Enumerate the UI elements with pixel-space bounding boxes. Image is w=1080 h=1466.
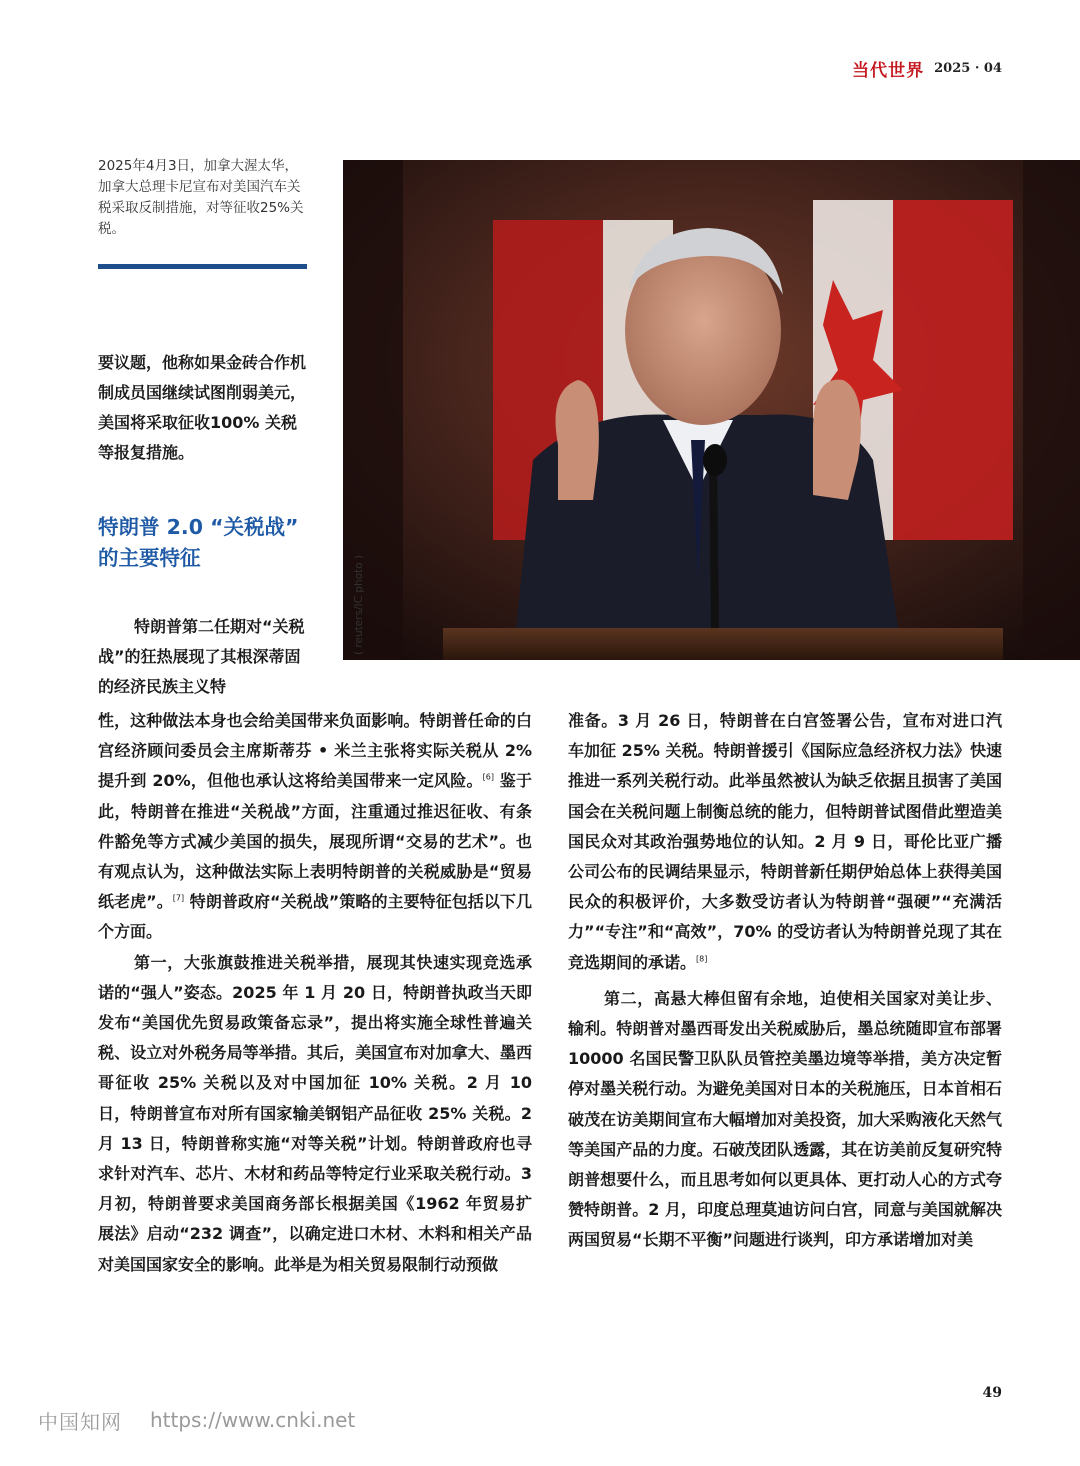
- right-column: [568, 706, 1002, 1256]
- photo-caption: 2025年4月3日，加拿大渥太华，加拿大总理卡尼宣布对美国汽车关税采取反制措施，对等征收25%关税。: [98, 158, 304, 237]
- photo-illustration: [343, 160, 1080, 660]
- running-header: [852, 56, 1002, 81]
- issue-label: 2025 · 04: [934, 61, 1002, 76]
- section-heading: [98, 512, 318, 574]
- footnote-ref-6[interactable]: [6]: [482, 773, 494, 783]
- watermark-url[interactable]: https://www.cnki.net: [150, 1408, 356, 1432]
- left-column: [98, 706, 532, 1280]
- left-paragraph-1: 性，这种做法本身也会给美国带来负面影响。特朗普任命的白宫经济顾问委员会主席斯蒂芬 • 米兰主张将实际关税从 2% 提升到 20%，但他也承认这将给美国带来一定风险。[6] 鉴于此，特朗普在推进“关税战”方面，注重通过推迟征收、有条件豁免等方式减少美国的损失，展现所谓“交易的艺术”。也有观点认为，这种做法实际上表明特朗普的关税威胁是“贸易纸老虎”。[7] 特朗普政府“关税战”策略的主要特征包括以下几个方面。: [98, 711, 532, 942]
- heading-line-1: 特朗普 2.0 “关税战”: [98, 515, 299, 539]
- photo-credit: ( reuters/IC photo ): [353, 554, 365, 655]
- footnote-ref-7[interactable]: [7]: [172, 893, 185, 903]
- magazine-logo: 当代世界: [852, 61, 925, 81]
- watermark-cnki: 中国知网: [38, 1410, 122, 1434]
- heading-line-2: 的主要特征: [98, 546, 201, 570]
- caption-rule: [98, 264, 307, 269]
- left-paragraph-2: 第一，大张旗鼓推进关税举措，展现其快速实现竞选承诺的“强人”姿态。2025 年 1 月 20 日，特朗普执政当天即发布“美国优先贸易政策备忘录”，提出将实施全球性普遍关税、设立对外税务局等举措。其后，美国宣布对加拿大、墨西哥征收 25% 关税以及对中国加征 10% 关税。2 月 10 日，特朗普宣布对所有国家输美钢铝产品征收 25% 关税。2 月 13 日，特朗普称实施“对等关税”计划。特朗普政府也寻求针对汽车、芯片、木材和药品等特定行业采取关税行动。3 月初，特朗普要求美国商务部长根据美国《1962 年贸易扩展法》启动“232 调查”，以确定进口木材、木料和相关产品对美国国家安全的影响。此举是为相关贸易限制行动预做: [98, 952, 532, 1274]
- right-paragraph-2: 第二，高悬大棒但留有余地，迫使相关国家对美让步、输利。特朗普对墨西哥发出关税威胁后，墨总统随即宣布部署 10000 名国民警卫队队员管控美墨边境等举措，美方决定暂停对墨关税行动。为避免美国对日本的关税施压，日本首相石破茂在访美期间宣布大幅增加对美投资，加大采购液化天然气等美国产品的力度。石破茂团队透露，其在访美前反复研究特朗普想要什么，而且思考如何以更具体、更打动人心的方式夸赞特朗普。2 月，印度总理莫迪访问白宫，同意与美国就解决两国贸易“长期不平衡”问题进行谈判，印方承诺增加对美: [568, 988, 1002, 1250]
- right-paragraph-1: 准备。3 月 26 日，特朗普在白宫签署公告，宣布对进口汽车加征 25% 关税。特朗普援引《国际应急经济权力法》快速推进一系列关税行动。此举虽然被认为缺乏依据且损害了美国国会在关税问题上制衡总统的能力，但特朗普试图借此塑造美国民众对其政治强势地位的认知。2 月 9 日，哥伦比亚广播公司公布的民调结果显示，特朗普新任期伊始总体上获得美国民众的积极评价，大多数受访者认为特朗普“强硬”“充满活力”“专注”和“高效”，70% 的受访者认为特朗普兑现了其在竞选期间的承诺。[8]: [568, 711, 1002, 972]
- intro-paragraph: 要议题，他称如果金砖合作机制成员国继续试图削弱美元，美国将采取征收100% 关税等报复措施。: [98, 353, 307, 462]
- page-number: 49: [982, 1385, 1002, 1401]
- news-photo: [343, 160, 1080, 660]
- footnote-ref-8[interactable]: [8]: [696, 954, 708, 964]
- lead-paragraph: 特朗普第二任期对“关税战”的狂热展现了其根深蒂固的经济民族主义特: [98, 617, 305, 696]
